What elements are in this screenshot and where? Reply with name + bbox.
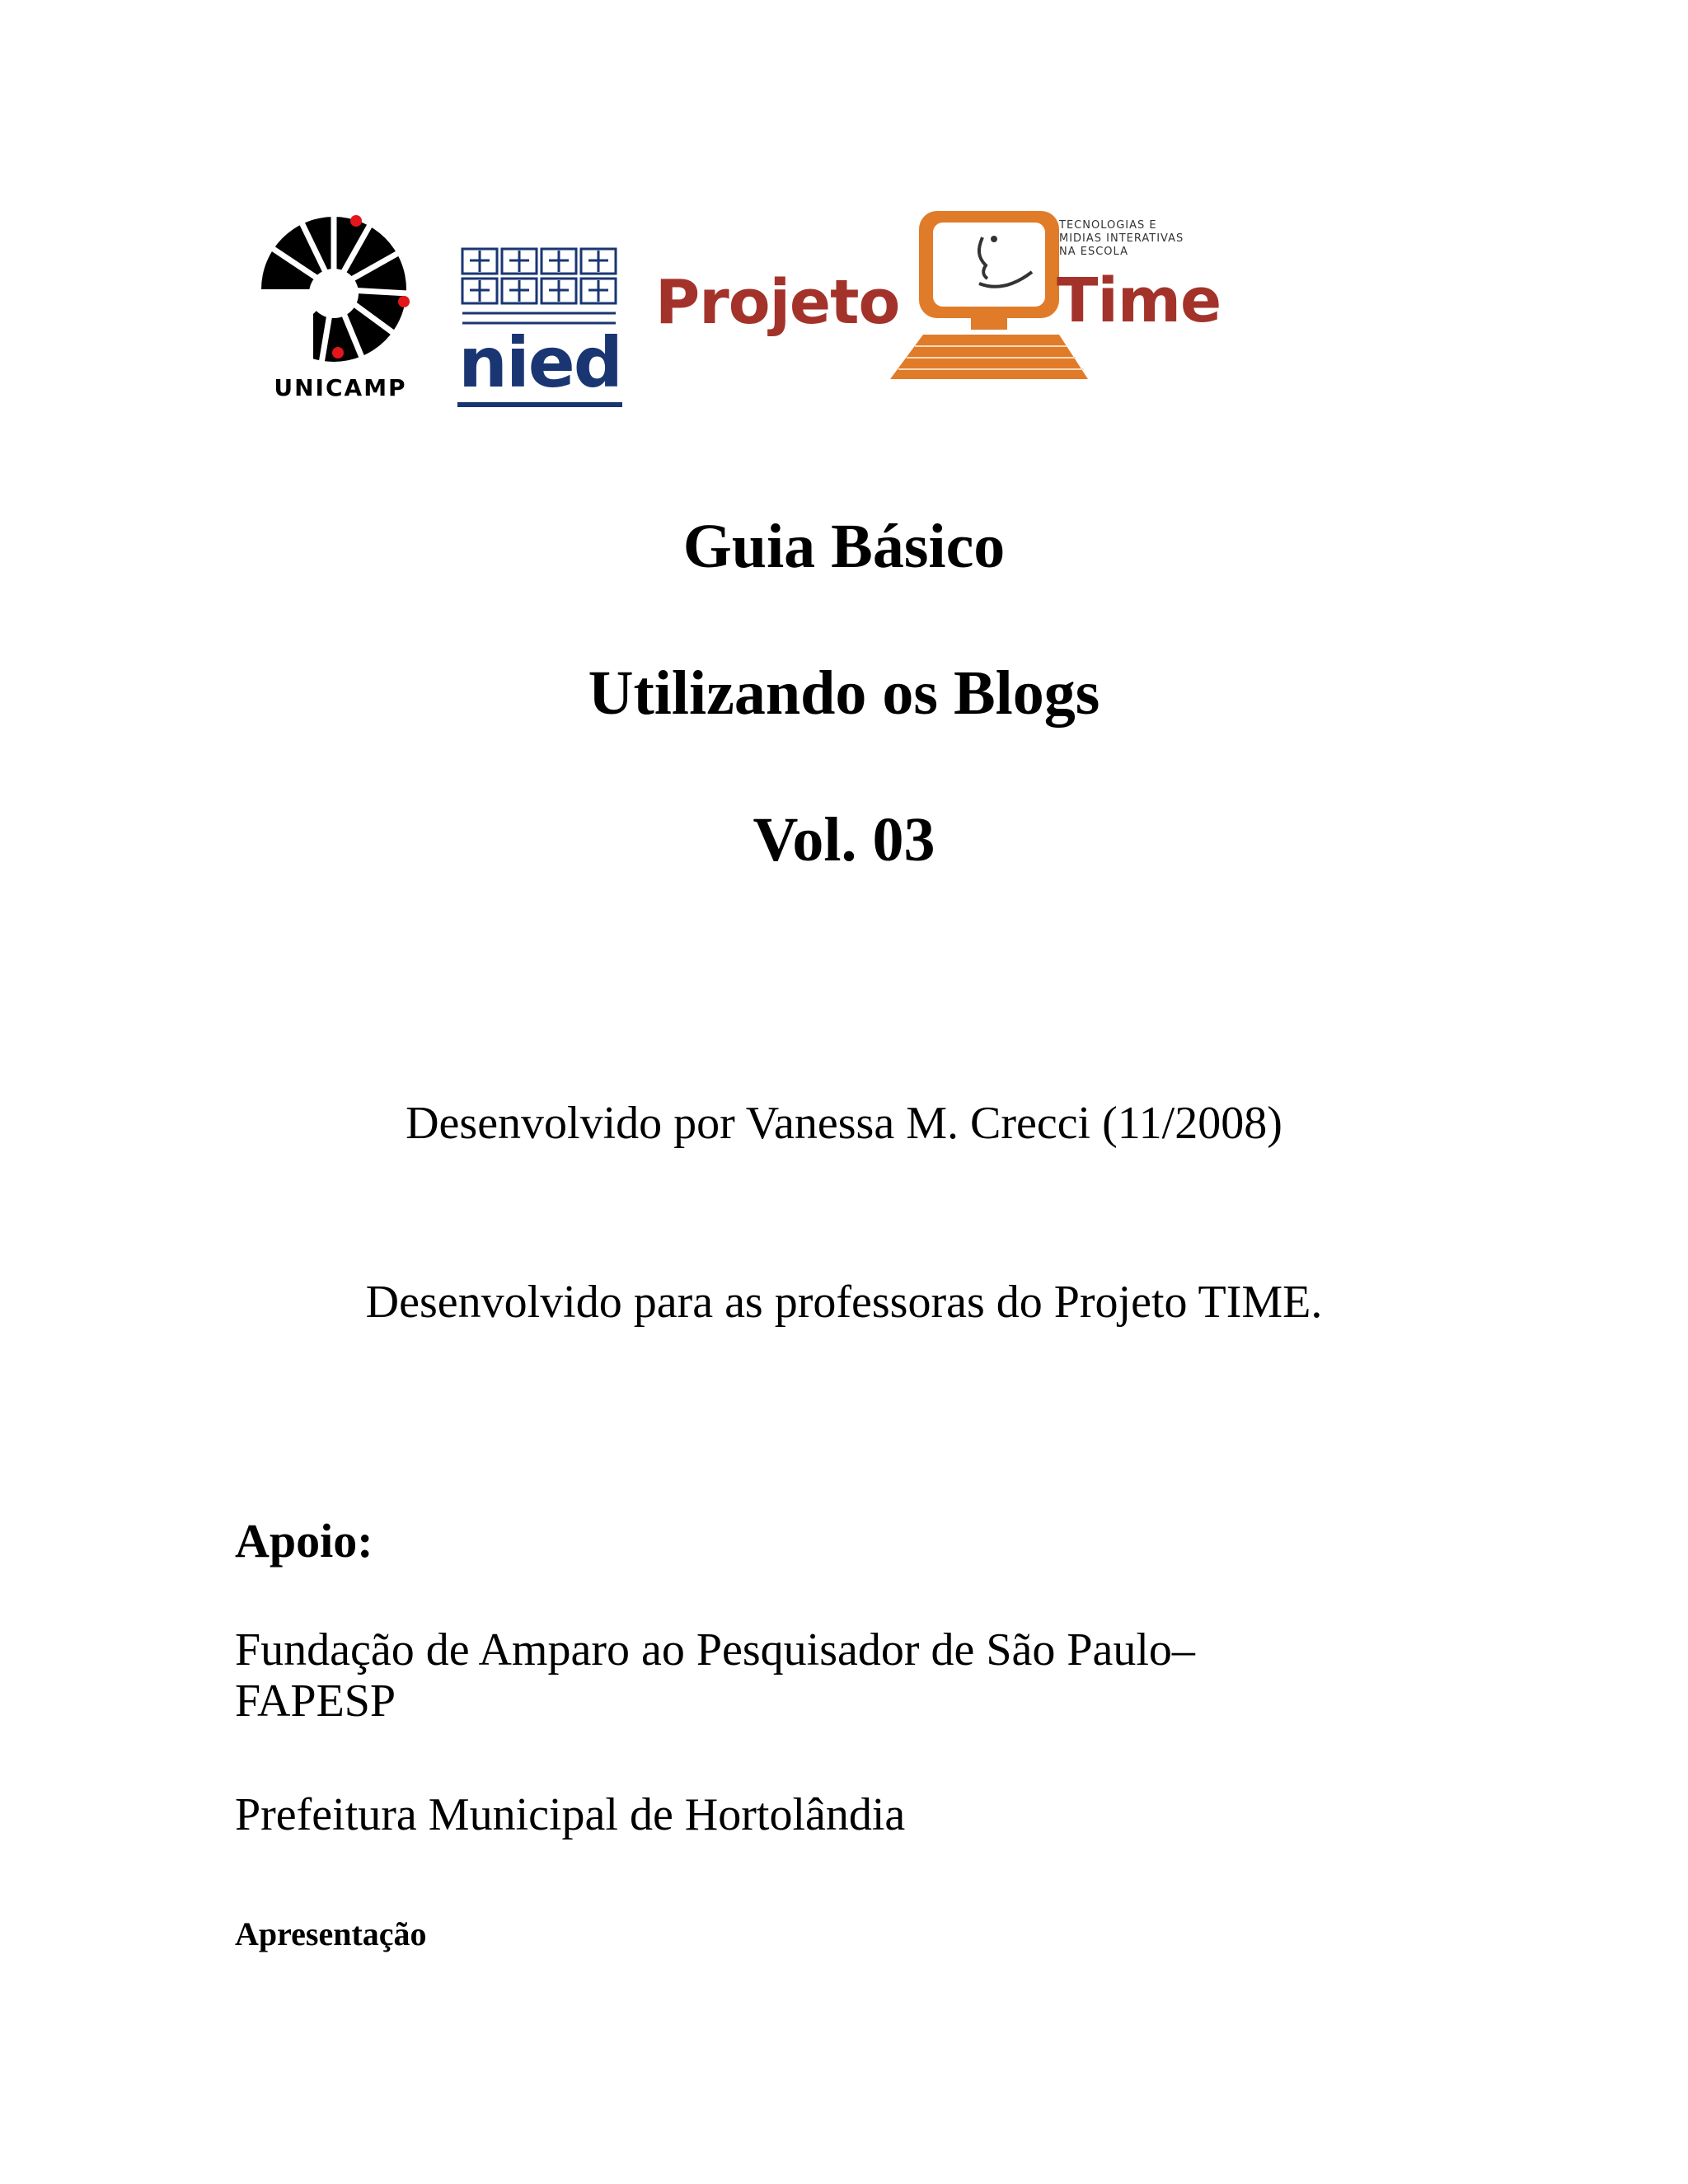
audience-credit: Desenvolvido para as professoras do Projeto TIME.	[365, 1277, 1323, 1328]
section-heading-apresentacao: Apresentação	[235, 1915, 427, 1952]
nied-logo-text: nied	[458, 322, 621, 403]
author-credit: Desenvolvido por Vanessa M. Crecci (11/2008)	[406, 1098, 1282, 1149]
logo-header	[256, 204, 1220, 410]
projeto-logo-word: Projeto	[655, 267, 900, 338]
tagline-line: MIDIAS INTERATIVAS	[1059, 232, 1184, 245]
support-org-fapesp: Fundação de Amparo ao Pesquisador de São Paulo–	[235, 1624, 1195, 1675]
unicamp-logo	[256, 211, 420, 401]
unicamp-emblem-icon	[256, 211, 420, 376]
volume-label: Vol. 03	[753, 805, 935, 874]
projeto-time-tagline	[1059, 219, 1184, 259]
support-org-fapesp-acronym: FAPESP	[235, 1675, 396, 1727]
unicamp-logo-text: UNICAMP	[274, 374, 407, 401]
document-subtitle: Utilizando os Blogs	[588, 658, 1100, 728]
time-logo-word: Time	[1057, 265, 1221, 336]
nied-logo	[457, 244, 622, 407]
nied-grid-icon	[457, 244, 622, 335]
document-title: Guia Básico	[682, 512, 1006, 581]
support-org-prefeitura: Prefeitura Municipal de Hortolândia	[235, 1789, 906, 1840]
tagline-line: TECNOLOGIAS E	[1059, 219, 1157, 232]
tagline-line: NA ESCOLA	[1059, 246, 1128, 258]
support-heading: Apoio:	[235, 1514, 373, 1568]
